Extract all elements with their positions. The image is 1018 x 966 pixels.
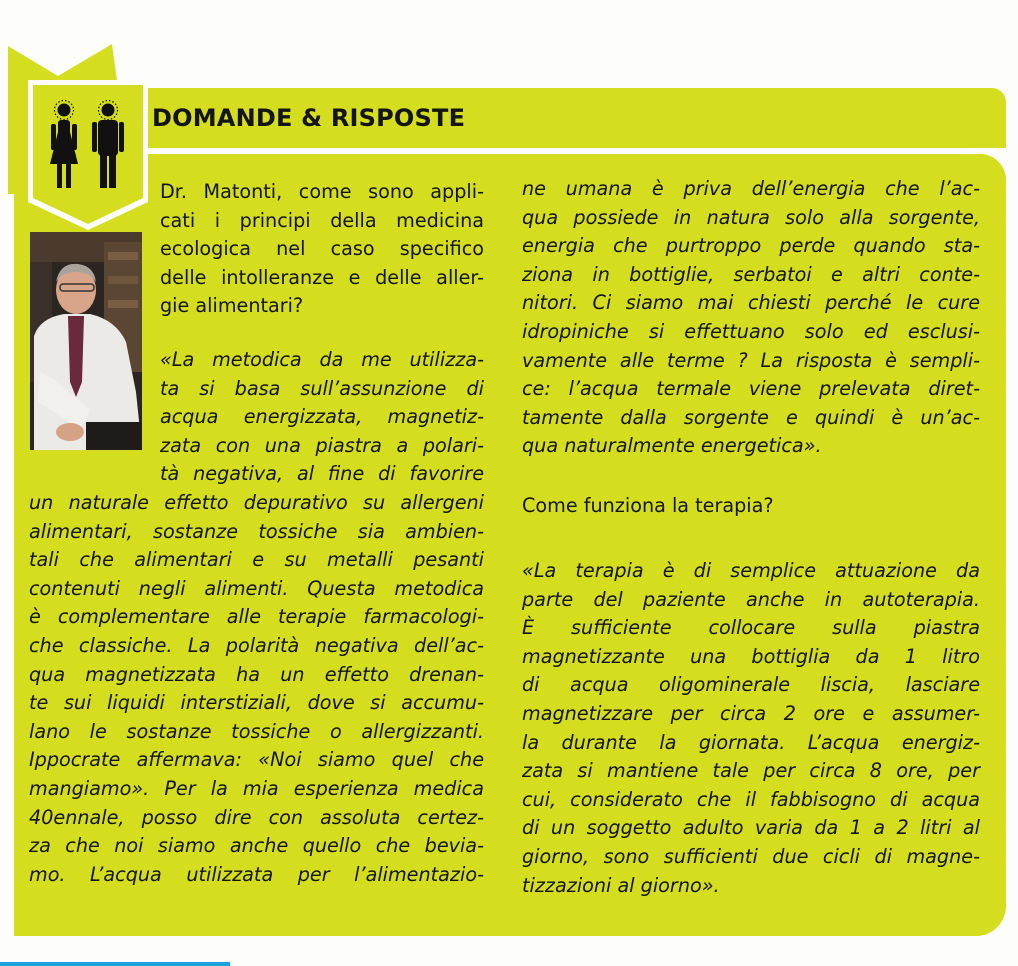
answer-2-line: la durante la giornata. L’acqua energiz- (522, 730, 980, 754)
answer-1-line: tà negativa, al fine di favorire (160, 462, 484, 486)
answer-1-line: vamente alle terme ? La risposta è sempli- (522, 348, 980, 372)
answer-2-line: di un soggetto adulto varia da 1 a 2 litri al (522, 816, 980, 840)
header-divider (120, 150, 968, 154)
question-2-line: Come funziona la terapia? (522, 494, 774, 517)
answer-1-line: alimentari, sostanze tossiche sia ambien- (29, 519, 484, 543)
answer-2-line: È sufficiente collocare sulla piastra (522, 616, 980, 640)
answer-1-line: mangiamo». Per la mia esperienza medica (29, 776, 484, 800)
question-2 (522, 492, 980, 521)
question-1-line: gie alimentari? (160, 294, 304, 318)
answer-2-line: di acqua oligominerale liscia, lasciare (522, 673, 980, 697)
answer-1-line: ta si basa sull’assunzione di (160, 376, 484, 400)
answer-1-line: mo. L’acqua utilizzata per l’alimentazio- (29, 862, 484, 886)
answer-2-line: cui, considerato che il fabbisogno di acqua (522, 787, 980, 811)
answer-1-line: 40ennale, posso dire con assoluta certez- (29, 805, 484, 829)
answer-1-line: qua magnetizzata ha un effetto drenan- (29, 662, 484, 686)
answer-1-line: ne umana è priva dell’energia che l’ac- (522, 177, 980, 200)
answer-1-line: idropiniche si effettuano solo ed esclusi- (522, 319, 980, 343)
answer-1-continued (522, 175, 980, 461)
answer-1-intro (160, 346, 484, 489)
answer-1-line: zata con una piastra a polari- (160, 433, 484, 457)
answer-1-line: za che noi siamo anche quello che bevia- (29, 834, 484, 858)
question-1-line: delle intolleranze e delle aller- (160, 265, 484, 289)
question-1-line: ecologica nel caso specifico (160, 237, 484, 261)
question-1 (160, 178, 484, 321)
answer-1-line: acqua energizzata, magnetiz- (160, 405, 484, 429)
answer-1-line: lano le sostanze tossiche o allergizzanti. (29, 719, 484, 743)
question-1-line: Dr. Matonti, come sono appli- (160, 180, 484, 203)
answer-1-line: «La metodica da me utilizza- (160, 348, 484, 371)
bookmark-badge (0, 40, 150, 240)
answer-2 (522, 557, 980, 900)
section-title: DOMANDE & RISPOSTE (152, 104, 466, 132)
answer-1-line: qua possiede in natura solo alla sorgente, (522, 205, 980, 229)
answer-1-line: è complementare alle terapie farmacologi- (29, 605, 484, 629)
answer-2-line: «La terapia è di semplice attuazione da (522, 559, 980, 582)
answer-1-line: qua naturalmente energetica». (522, 434, 822, 458)
answer-1-line: che classiche. La polarità negativa dell’ac- (29, 633, 484, 657)
answer-1-line: tali che alimentari e su metalli pesanti (29, 548, 484, 572)
answer-2-line: magnetizzare per circa 2 ore e assumer- (522, 701, 980, 725)
answer-1-line: energia che purtroppo perde quando sta- (522, 234, 980, 258)
answer-1-line: contenuti negli alimenti. Questa metodica (29, 576, 484, 600)
doctor-photo (30, 232, 142, 450)
answer-1-line: ce: l’acqua termale viene prelevata diret- (522, 377, 980, 401)
answer-1-line: Ippocrate affermava: «Noi siamo quel che (29, 748, 484, 772)
answer-1-line: un naturale effetto depurativo su allergeni (29, 491, 484, 514)
answer-2-line: magnetizzante una bottiglia da 1 litro (522, 644, 980, 668)
question-1-line: cati i principi della medicina (160, 208, 484, 232)
answer-1-line: ziona in bottiglie, serbatoi e altri conte- (522, 262, 980, 286)
answer-2-line: giorno, sono sufficienti due cicli di magne- (522, 844, 980, 868)
answer-2-line: parte del paziente anche in autoterapia. (522, 587, 980, 611)
bottom-accent-stripe (0, 962, 230, 966)
answer-1-line: te sui liquidi interstiziali, dove si accumu- (29, 691, 484, 715)
answer-1-body (29, 489, 484, 889)
answer-2-line: zata si mantiene tale per circa 8 ore, per (522, 759, 980, 783)
answer-1-line: nitori. Ci siamo mai chiesti perché le cure (522, 291, 980, 315)
answer-1-line: tamente dalla sorgente e quindi è un’ac- (522, 405, 980, 429)
answer-2-line: tizzazioni al giorno». (522, 873, 720, 897)
